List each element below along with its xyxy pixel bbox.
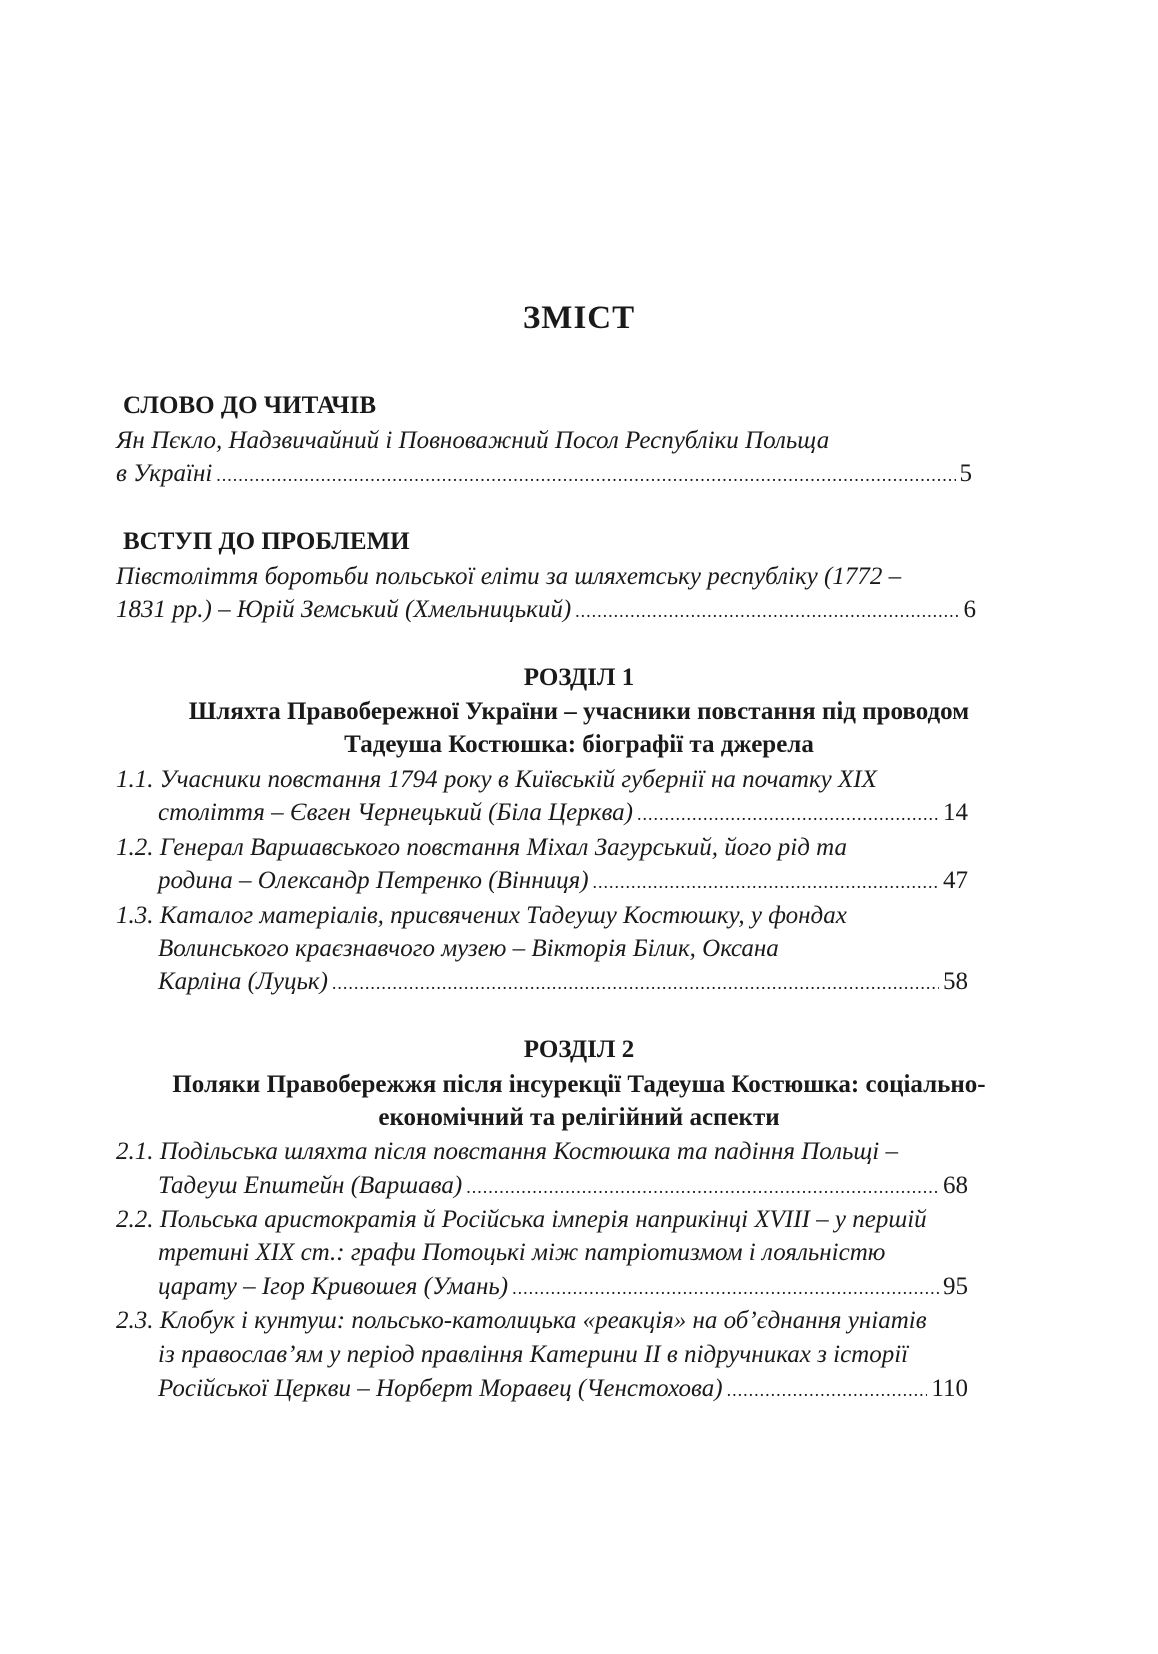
intro-line: Півстоліття боротьби польської еліти за шляхетську республіку (1772 – bbox=[116, 563, 902, 590]
entry-number: 2.2. bbox=[116, 1206, 154, 1233]
toc-entry-line bbox=[116, 902, 847, 930]
page-number: 14 bbox=[943, 799, 968, 826]
toc-entry[interactable] bbox=[158, 1172, 968, 1200]
entry-number: 2.3. bbox=[116, 1307, 154, 1334]
entry-text: століття – Євген Чернецький (Біла Церква) bbox=[158, 799, 633, 826]
intro-line: 1831 рр.) – Юрій Земський (Хмельницький) bbox=[116, 596, 572, 623]
toc-entry-line bbox=[116, 1206, 927, 1234]
leader-dots bbox=[512, 1278, 939, 1299]
leader-dots bbox=[216, 465, 955, 486]
entry-number: 1.1. bbox=[116, 766, 154, 793]
leader-dots bbox=[466, 1177, 939, 1198]
leader-dots bbox=[637, 804, 939, 825]
page-title: ЗМІСТ bbox=[522, 300, 636, 336]
page-number: 95 bbox=[943, 1273, 968, 1300]
foreword-line: Ян Пєкло, Надзвичайний і Повноважний Посол Республіки Польща bbox=[116, 427, 830, 454]
entry-text: Карліна (Луцьк) bbox=[158, 968, 328, 995]
toc-entry-line bbox=[116, 1138, 898, 1166]
entry-text: Генерал Варшавського повстання Міхал Загурський, його рід та bbox=[159, 834, 847, 861]
page-number: 58 bbox=[943, 968, 968, 995]
intro-heading: ВСТУП ДО ПРОБЛЕМИ bbox=[123, 528, 410, 555]
entry-number: 2.1. bbox=[116, 1138, 154, 1165]
entry-text: родина – Олександр Петренко (Вінниця) bbox=[158, 867, 589, 894]
entry-text: царату – Ігор Кривошея (Умань) bbox=[158, 1273, 509, 1300]
entry-text: Учасники повстання 1794 року в Київській губернії на початку XIX bbox=[159, 766, 877, 793]
toc-entry[interactable] bbox=[158, 968, 968, 996]
entry-text: Волинського краєзнавчого музею – Вікторія Білик, Оксана bbox=[158, 935, 779, 962]
intro-entry[interactable] bbox=[116, 596, 976, 624]
section-2-title: Поляки Правобережжя після інсурекції Тадеуша Костюшка: соціально- bbox=[172, 1071, 986, 1098]
leader-dots bbox=[727, 1380, 928, 1401]
toc-entry[interactable] bbox=[158, 867, 968, 895]
leader-dots bbox=[575, 601, 959, 622]
entry-text: із православ’ям у період правління Катерини II в підручниках з історії bbox=[158, 1341, 909, 1368]
section-1-title: Шляхта Правобережної України – учасники повстання під проводом bbox=[188, 698, 970, 725]
section-1-label: РОЗДІЛ 1 bbox=[523, 664, 635, 691]
page-number: 47 bbox=[943, 867, 968, 894]
toc-entry-line bbox=[116, 1307, 927, 1335]
entry-number: 1.2. bbox=[116, 834, 154, 861]
entry-text: Російської Церкви – Норберт Моравец (Ченстохова) bbox=[158, 1375, 723, 1402]
leader-dots bbox=[332, 973, 939, 994]
section-2-label: РОЗДІЛ 2 bbox=[523, 1036, 635, 1063]
foreword-heading: СЛОВО ДО ЧИТАЧІВ bbox=[123, 392, 377, 419]
page-number: 68 bbox=[943, 1172, 968, 1199]
page-number: 110 bbox=[931, 1375, 968, 1402]
section-2-title: економічний та релігійний аспекти bbox=[378, 1104, 780, 1131]
page-number: 6 bbox=[963, 596, 976, 623]
toc-entry[interactable] bbox=[158, 1273, 968, 1301]
entry-text: Клобук і кунтуш: польсько-католицька «реакція» на об’єднання уніатів bbox=[159, 1307, 927, 1334]
toc-entry-line bbox=[116, 834, 847, 862]
toc-entry[interactable] bbox=[158, 799, 968, 827]
foreword-line: в Україні bbox=[116, 460, 213, 487]
entry-text: Подільська шляхта після повстання Костюшка та падіння Польщі – bbox=[159, 1138, 898, 1165]
entry-number: 1.3. bbox=[116, 902, 154, 929]
page-number: 5 bbox=[959, 460, 972, 487]
entry-text: Тадеуш Епштейн (Варшава) bbox=[158, 1172, 463, 1199]
entry-text: третині XIX ст.: графи Потоцькі між патріотизмом і лояльністю bbox=[158, 1239, 886, 1266]
section-1-title: Тадеуша Костюшка: біографії та джерела bbox=[344, 731, 814, 758]
toc-entry-line bbox=[116, 766, 877, 794]
entry-text: Каталог матеріалів, присвячених Тадеушу Костюшку, у фондах bbox=[159, 902, 847, 929]
entry-text: Польська аристократія й Російська імперія наприкінці XVIII – у першій bbox=[159, 1206, 927, 1233]
foreword-entry[interactable] bbox=[116, 460, 972, 488]
leader-dots bbox=[593, 872, 939, 893]
toc-entry[interactable] bbox=[158, 1375, 968, 1403]
